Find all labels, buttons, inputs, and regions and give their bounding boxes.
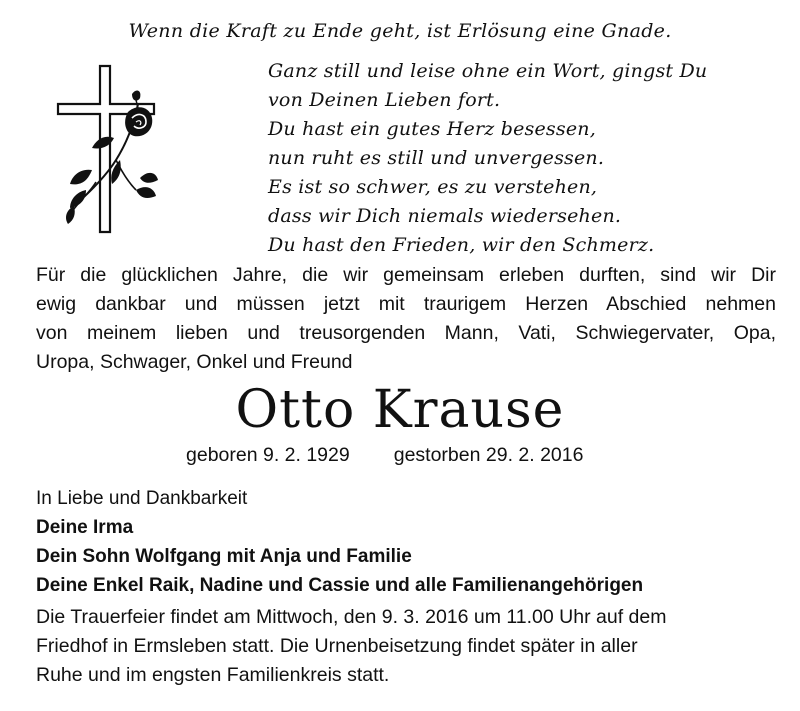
intro-text [36,261,776,377]
poem-line: Du hast ein gutes Herz besessen, [268,118,596,140]
intro-line: von meinem lieben und treusorgenden Mann, Vati, Schwiegervater, Opa, [36,322,776,344]
intro-line: Uropa, Schwager, Onkel und Freund [36,351,353,373]
life-dates [186,444,636,467]
mourner-line: Deine Irma [36,517,134,538]
poem-line: nun ruht es still und unvergessen. [268,147,605,169]
poem-line: von Deinen Lieben fort. [268,89,501,111]
funeral-line: Friedhof in Ermsleben statt. Die Urnenbeisetzung findet später in aller [36,635,638,657]
poem-line: Ganz still und leise ohne ein Wort, gingst Du [268,60,708,82]
deceased-name: Otto Krause [235,380,565,440]
mourner-line: Dein Sohn Wolfgang mit Anja und Familie [36,546,412,567]
motto: Wenn die Kraft zu Ende geht, ist Erlösung eine Gnade. [128,20,672,42]
funeral-line: Die Trauerfeier findet am Mittwoch, den 9. 3. 2016 um 11.00 Uhr auf dem [36,606,667,628]
intro-line: ewig dankbar und müssen jetzt mit traurigem Herzen Abschied nehmen [36,293,776,315]
poem [268,57,788,260]
funeral-notice [36,603,776,690]
mourners [36,484,776,600]
mourners-intro: In Liebe und Dankbarkeit [36,488,248,509]
poem-line: dass wir Dich niemals wiedersehen. [268,205,622,227]
cross-with-rose-icon [56,64,166,234]
mourner-line: Deine Enkel Raik, Nadine und Cassie und alle Familienangehörigen [36,575,644,596]
poem-line: Du hast den Frieden, wir den Schmerz. [268,234,655,256]
death-date: gestorben 29. 2. 2016 [393,444,584,466]
poem-line: Es ist so schwer, es zu verstehen, [268,176,598,198]
funeral-line: Ruhe und im engsten Familienkreis statt. [36,664,390,686]
birth-date: geboren 9. 2. 1929 [186,444,350,466]
intro-line: Für die glücklichen Jahre, die wir gemeinsam erleben durften, sind wir Dir [36,264,776,286]
